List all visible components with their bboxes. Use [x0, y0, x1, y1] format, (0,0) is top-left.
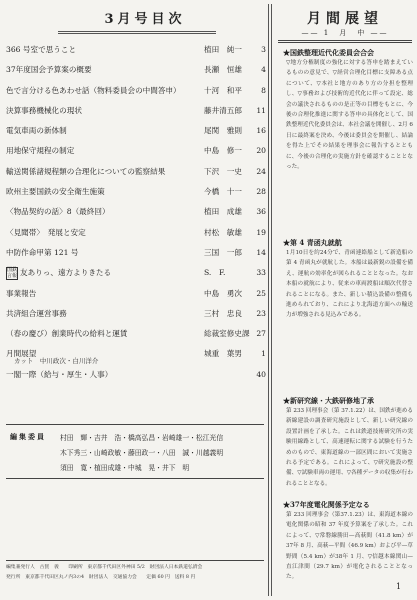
toc-entry-page: 3 [261, 45, 266, 54]
toc-entry-author: 村松 敏雄 [204, 227, 242, 237]
toc-entry [6, 365, 266, 385]
toc-entry-title: 色で言分ける色あわせ話（物料委員会の中間答申） [6, 85, 181, 95]
toc-entry-page: 8 [261, 85, 266, 95]
toc-entry-title: 一閣一際（給与・厚生・人事） [6, 369, 113, 379]
toc-entry-page: 16 [256, 126, 266, 136]
staff-label: 編集委員 [10, 432, 46, 441]
toc-cut-credit: カット 中川政次・白川洋介 [14, 357, 99, 365]
toc-entry-author: 十河 和平 [204, 85, 242, 95]
toc-entry-title: 電気車両の新体制 [6, 126, 67, 136]
toc-entry-title: 中防作命甲第 121 号 [6, 247, 79, 257]
column-divider [268, 4, 269, 596]
toc-entry-title: 事業報告 [6, 288, 37, 298]
toc-entry-title: 月間展望 [6, 349, 37, 359]
toc-title-rule [58, 31, 216, 32]
toc-entry-author: 尾関 雅則 [204, 126, 242, 136]
outlook-title: 月間展望 [307, 11, 383, 27]
outlook-section-title: ★37年度電化関係予定なる [283, 500, 370, 509]
toc-entry-title: 用地保守規程の制定 [6, 146, 75, 156]
toc-entry-title: 〈見聞帯〉 発展と安定 [6, 227, 86, 237]
toc-entry [6, 324, 266, 344]
toc-entry-author: 植田 純一 [204, 45, 242, 54]
toc-entry-title: 決算事務機械化の現状 [6, 105, 82, 115]
toc-entry-author: 長瀬 恒雄 [204, 65, 242, 75]
toc-entry-page: 40 [256, 369, 266, 379]
toc-title: 3月号目次 [104, 12, 186, 27]
colophon-rule [6, 560, 264, 561]
toc-entry-title: 37年度国会予算案の概要 [6, 65, 92, 75]
toc-entry-author: 下沢 一史 [204, 166, 242, 176]
toc-entry-title: 友ありっ、遠方よりきたる [20, 268, 112, 278]
toc-entry-title: 〈物品契約の話〉8（最終回） [6, 207, 110, 217]
toc-entry [6, 243, 266, 263]
toc-entry-page: 28 [256, 187, 266, 197]
toc-entry [6, 182, 266, 202]
toc-entry-title: 輸送関係諸規程類の合理化についての監察結果 [6, 166, 166, 176]
colophon-line: 編集兼発行人 古賀 義 印刷所 東京都千代田区外神田 5/2 財団法人日本鉄道弘済会 [6, 565, 203, 570]
staff-row: 村田 輝・吉井 浩・橋高弘昌・岩崎雄一・松江光信 [60, 434, 224, 442]
toc-entry [6, 263, 266, 283]
outlook-section-title: ★新研究線・大鉄研修地了承 [283, 396, 374, 405]
staff-row: 木下秀三・山崎政敏・藤田政一・八田 誠・川越義明 [60, 449, 224, 457]
toc-entry [6, 284, 266, 304]
toc-entry [6, 304, 266, 324]
toc-entry-author: 中島 勇次 [204, 288, 242, 298]
toc-entry-author: 三村 忠良 [204, 308, 242, 318]
toc-entry-author: 中島 修一 [204, 146, 242, 156]
toc-entry [6, 101, 266, 121]
toc-entry-author: 藤井清五郎 [204, 105, 242, 115]
outlook-section-body: 1月10日を約24分で、青函連絡船として新造船の第 4 青函丸が就航した。本船は最新鋭の設備を備え、運航の効率化が図られることとなった。なお本船の就航により、従来の車両渡船は順次代替されることになる。また、新しい積込設備の整備も進められており、これにより北海道方面への輸送力が増強される見込みである。 [286, 250, 413, 319]
toc-entry-title: 欧州主要国鉄の安全衛生施策 [6, 187, 105, 197]
staff-top-rule [6, 424, 264, 425]
toc-entry-page: 1 [261, 349, 266, 359]
toc-entry [6, 81, 266, 101]
toc-entry-title: 共済組合運営事務 [6, 308, 67, 318]
toc-entry-page: 25 [256, 288, 266, 298]
outlook-section-title: ★第 4 青函丸就航 [283, 238, 342, 247]
toc-entry-author: 城重 葉男 [204, 349, 242, 359]
colophon-line: 発行所 東京都千代田区丸ノ内3の4 財団法人 交通協力会 定価 60 円 送料 8 円 [6, 575, 196, 580]
staff-row: 須田 寛・植田成雄・中城 晃・井下 明 [60, 464, 190, 472]
toc-entry-page: 36 [256, 207, 266, 217]
outlook-section-body: 第 233 回理事会（第 37.1.22）は、国鉄が進める新線建設の調査研究施設として、新しい研究線の設置計画を了承した。これは鉄道技術研究所の実験用線路として、高速運転に関する試験を行うためのもので、東海道線の一部区間において実施される予定である。これによって、▽研究施設の整備、▽試験車両の運用、▽各種データの収集が行われることとなる。 [286, 408, 413, 487]
staff-bottom-rule [6, 478, 264, 479]
toc-entry-page: 11 [256, 105, 266, 115]
column-divider-2 [271, 4, 272, 596]
toc-entry-author: S. F. [204, 268, 226, 278]
toc-list [6, 40, 266, 385]
toc-entry-page: 27 [256, 329, 266, 339]
outlook-section-title: ★国鉄整理近代化委員会合会 [283, 48, 374, 57]
toc-entry-page: 20 [256, 146, 266, 156]
toc-entry-author: 植田 成雄 [204, 207, 242, 217]
toc-entry [6, 223, 266, 243]
outlook-rule [278, 40, 412, 41]
toc-entry-page: 23 [256, 308, 266, 318]
toc-entry-page: 4 [261, 65, 266, 75]
toc-entry [6, 60, 266, 80]
toc-entry-author: 総裁室修史課 [204, 329, 250, 339]
toc-entry-page: 33 [256, 268, 266, 278]
toc-entry [6, 141, 266, 161]
page-number: 1 [396, 582, 402, 591]
toc-entry [6, 40, 266, 60]
outlook-section-body: 第 233 回理事会（第37.1.23）は、東海道本線の電化関係の昭和 37 年度予算案を了承した。これによって、▽常磐線勝田—高萩間（41.8 km）が37年 8 月、高萩—平間（46.9 km）および平—草野間（5.4 km）が38年 1 月、▽信越本線関山—直江津間（29.7 km）が電化されることとなった。 [286, 512, 413, 581]
toc-entry-page: 14 [256, 247, 266, 257]
toc-entry-page: 24 [256, 166, 266, 176]
toc-entry-title: （春の慶び）創業時代の給料と運賃 [6, 329, 128, 339]
toc-title-rule-2 [58, 33, 216, 34]
toc-entry-author: 三国 一郎 [204, 247, 242, 257]
toc-entry [6, 121, 266, 141]
toc-entry-title: 366 号室で思うこと [6, 45, 77, 54]
toc-entry [6, 162, 266, 182]
toc-entry-page: 19 [256, 227, 266, 237]
toc-entry-badge: 国鉄 言報 [7, 267, 18, 279]
outlook-rule-2 [278, 42, 412, 43]
toc-entry [6, 202, 266, 222]
outlook-section-body: ▽地方分権制度の強化に対する答申を踏まえているものの意見で、▽経営合理化目標に支障ある点について、▽本社と地方のあり方の分担を整理し、▽事務および技術的近代化に伴って設定、総会の議決されるものの是正等の目標をもとに、今後の合理化推進に関する答申の具体化として、国鉄整理近代化委員会は、本社会議を開催し、2月 6 日に最終案を決め、今後は委員会を開催し、結論を得た上でその結果を理事会に報告するとともに、今後の合理化の実施方針を確認することとなった。 [286, 60, 413, 171]
toc-entry-author: 今橋 十一 [204, 187, 242, 197]
outlook-subtitle: —— 1 月 中 —— [301, 29, 389, 37]
